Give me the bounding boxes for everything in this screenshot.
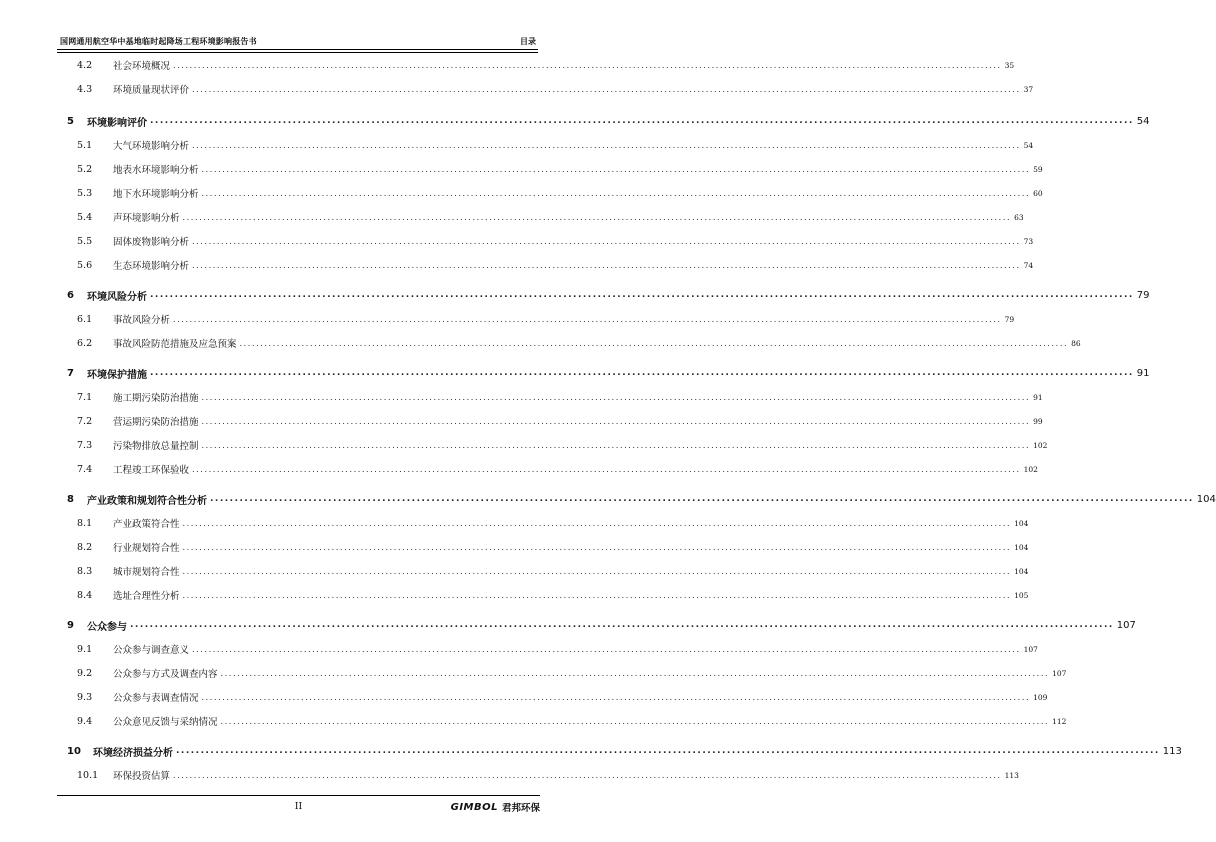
- logo-text-zh: 君邦环保: [501, 803, 540, 814]
- toc-page-number: 107: [1116, 619, 1136, 631]
- toc-page-number: 37: [1023, 84, 1034, 94]
- toc-dot-leader: ........................................................................................................................................................................................................: [192, 140, 1021, 150]
- toc-dot-leader: ........................................................................................................................................................................................................: [182, 566, 1012, 576]
- toc-entry-title[interactable]: 公众参与表调查情况: [113, 693, 199, 704]
- toc-entry-number: 9.3: [77, 691, 93, 703]
- toc-section-row[interactable]: [57, 336, 1081, 350]
- toc-page-number: 74: [1023, 260, 1034, 270]
- company-logo: [451, 800, 540, 814]
- toc-entry-title[interactable]: 公众参与: [87, 621, 127, 633]
- toc-dot-leader: ........................................................................................................................................................................................................: [192, 464, 1021, 474]
- toc-entry-number: 5.2: [77, 163, 93, 175]
- toc-dot-leader: ........................................................................................................................................................................................................: [220, 716, 1050, 726]
- toc-page-number: 35: [1004, 60, 1015, 70]
- toc-section-row[interactable]: [57, 462, 1038, 476]
- section-label: 目录: [520, 37, 536, 46]
- toc-dot-leader: ........................................................................................................................................................................................................: [220, 668, 1050, 678]
- toc-entry-title[interactable]: 大气环境影响分析: [113, 141, 190, 152]
- toc-dot-leader: ........................................................................................................................................................................................................: [239, 338, 1069, 348]
- toc-entry-number: 4.2: [77, 59, 93, 71]
- toc-entry-title[interactable]: 地表水环境影响分析: [113, 165, 199, 176]
- toc-entry-number: 4.3: [77, 83, 93, 95]
- toc-entry-number: 6.1: [77, 313, 93, 325]
- toc-entry-title[interactable]: 环境风险分析: [87, 291, 147, 303]
- toc-dot-leader: ........................................................................................................................................................................................................: [192, 260, 1021, 270]
- toc-entry-title[interactable]: 产业政策符合性: [113, 519, 180, 530]
- toc-section-row[interactable]: [57, 714, 1067, 728]
- toc-entry-title[interactable]: 选址合理性分析: [113, 591, 180, 602]
- toc-dot-leader: ........................................................................................................................................................................................................: [150, 116, 1134, 126]
- toc-entry-title[interactable]: 环境影响评价: [87, 117, 147, 129]
- toc-entry-title[interactable]: 环境质量现状评价: [113, 85, 190, 96]
- toc-dot-leader: ........................................................................................................................................................................................................: [173, 60, 1002, 70]
- toc-page-number: 104: [1014, 518, 1029, 528]
- toc-entry-number: 9.2: [77, 667, 93, 679]
- toc-entry-title[interactable]: 公众参与方式及调查内容: [113, 669, 218, 680]
- toc-entry-number: 10.1: [77, 769, 99, 781]
- toc-entry-number: 5.3: [77, 187, 93, 199]
- toc-dot-leader: ........................................................................................................................................................................................................: [192, 236, 1021, 246]
- toc-dot-leader: ........................................................................................................................................................................................................: [182, 590, 1012, 600]
- toc-entry-number: 6: [67, 289, 74, 301]
- toc-entry-title[interactable]: 行业规划符合性: [113, 543, 180, 554]
- toc-entry-number: 8.3: [77, 565, 93, 577]
- toc-entry-number: 8.1: [77, 517, 93, 529]
- toc-page-number: 91: [1033, 392, 1043, 402]
- toc-page-number: 79: [1004, 314, 1015, 324]
- toc-dot-leader: ........................................................................................................................................................................................................: [192, 84, 1021, 94]
- toc-section-row[interactable]: [57, 82, 1034, 96]
- toc-page-number: 54: [1136, 115, 1150, 127]
- toc-dot-leader: ........................................................................................................................................................................................................: [150, 368, 1134, 378]
- toc-section-row[interactable]: [57, 138, 1034, 152]
- toc-page-number: 91: [1136, 367, 1150, 379]
- toc-section-row[interactable]: [57, 588, 1029, 602]
- toc-section-row[interactable]: [57, 666, 1067, 680]
- toc-section-row[interactable]: [57, 516, 1029, 530]
- toc-entry-number: 6.2: [77, 337, 93, 349]
- toc-entry-title[interactable]: 社会环境概况: [113, 61, 171, 72]
- toc-page-number: 63: [1014, 212, 1024, 222]
- toc-dot-leader: ........................................................................................................................................................................................................: [176, 746, 1160, 756]
- toc-section-row[interactable]: [57, 162, 1043, 176]
- toc-page-number: 107: [1052, 668, 1067, 678]
- toc-entry-number: 7.1: [77, 391, 93, 403]
- toc-entry-number: 5.4: [77, 211, 93, 223]
- toc-page-number: 102: [1023, 464, 1038, 474]
- toc-entry-number: 10: [67, 745, 81, 757]
- toc-entry-number: 8.4: [77, 589, 93, 601]
- toc-section-row[interactable]: [57, 58, 1015, 72]
- toc-entry-title[interactable]: 营运期污染防治措施: [113, 417, 199, 428]
- toc-chapter-row[interactable]: [57, 366, 1150, 381]
- toc-page-number: 109: [1033, 692, 1048, 702]
- toc-entry-number: 8.2: [77, 541, 93, 553]
- toc-page-number: 86: [1071, 338, 1081, 348]
- toc-page-number: 60: [1033, 188, 1043, 198]
- toc-entry-number: 9.1: [77, 643, 93, 655]
- toc-dot-leader: ........................................................................................................................................................................................................: [201, 164, 1031, 174]
- toc-section-row[interactable]: [57, 390, 1043, 404]
- toc-entry-number: 5: [67, 115, 74, 127]
- toc-page-number: 104: [1014, 566, 1029, 576]
- toc-chapter-row[interactable]: [57, 288, 1150, 303]
- toc-dot-leader: ........................................................................................................................................................................................................: [201, 416, 1031, 426]
- toc-entry-title[interactable]: 工程竣工环保验收: [113, 465, 190, 476]
- toc-page-number: 102: [1033, 440, 1048, 450]
- toc-entry-number: 7.3: [77, 439, 93, 451]
- toc-chapter-row[interactable]: [57, 114, 1150, 129]
- toc-dot-leader: ........................................................................................................................................................................................................: [201, 440, 1031, 450]
- toc-entry-title[interactable]: 环保投资估算: [113, 771, 171, 782]
- footer-rule: [57, 795, 540, 796]
- toc-page-number: 59: [1033, 164, 1043, 174]
- toc-section-row[interactable]: [57, 564, 1029, 578]
- toc-section-row[interactable]: [57, 210, 1024, 224]
- toc-entry-title[interactable]: 固体废物影响分析: [113, 237, 190, 248]
- toc-entry-number: 9.4: [77, 715, 93, 727]
- toc-dot-leader: ........................................................................................................................................................................................................: [201, 692, 1031, 702]
- toc-entry-number: 7: [67, 367, 74, 379]
- toc-section-row[interactable]: [57, 414, 1043, 428]
- toc-entry-number: 5.6: [77, 259, 93, 271]
- toc-section-row[interactable]: [57, 438, 1048, 452]
- toc-section-row[interactable]: [57, 768, 1019, 782]
- toc-page-number: 104: [1196, 493, 1216, 505]
- logo-text-en: GIMBOL: [450, 801, 498, 813]
- toc-dot-leader: ........................................................................................................................................................................................................: [182, 518, 1012, 528]
- toc-chapter-row[interactable]: [57, 744, 1182, 759]
- page-number: II: [294, 801, 303, 812]
- toc-entry-title[interactable]: 地下水环境影响分析: [113, 189, 199, 200]
- toc-page-number: 107: [1023, 644, 1038, 654]
- toc-page-number: 105: [1014, 590, 1029, 600]
- toc-section-row[interactable]: [57, 540, 1029, 554]
- toc-dot-leader: ........................................................................................................................................................................................................: [192, 644, 1021, 654]
- toc-page-number: 104: [1014, 542, 1029, 552]
- toc-entry-number: 7.2: [77, 415, 93, 427]
- toc-entry-title[interactable]: 公众意见反馈与采纳情况: [113, 717, 218, 728]
- toc-dot-leader: ........................................................................................................................................................................................................: [173, 770, 1002, 780]
- toc-page-number: 113: [1162, 745, 1182, 757]
- toc-section-row[interactable]: [57, 312, 1015, 326]
- toc-dot-leader: ........................................................................................................................................................................................................: [130, 620, 1114, 630]
- toc-page-number: 113: [1004, 770, 1019, 780]
- page-header: [57, 36, 538, 49]
- toc-dot-leader: ........................................................................................................................................................................................................: [201, 392, 1031, 402]
- toc-section-row[interactable]: [57, 258, 1034, 272]
- toc-section-row[interactable]: [57, 642, 1038, 656]
- header-rule-thick: [57, 49, 538, 50]
- page-footer: [57, 795, 540, 815]
- report-title: 国网通用航空华中基地临时起降场工程环境影响报告书: [60, 37, 257, 46]
- toc-entry-number: 5.5: [77, 235, 93, 247]
- toc-entry-number: 9: [67, 619, 74, 631]
- toc-page-number: 54: [1023, 140, 1034, 150]
- toc-dot-leader: ........................................................................................................................................................................................................: [182, 212, 1012, 222]
- toc-entry-title[interactable]: 公众参与调查意义: [113, 645, 190, 656]
- toc-entry-number: 7.4: [77, 463, 93, 475]
- toc-entry-number: 5.1: [77, 139, 93, 151]
- toc-entry-title[interactable]: 事故风险分析: [113, 315, 171, 326]
- toc-entry-title[interactable]: 事故风险防范措施及应急预案: [113, 339, 237, 350]
- toc-dot-leader: ........................................................................................................................................................................................................: [173, 314, 1002, 324]
- toc-entry-title[interactable]: 产业政策和规划符合性分析: [87, 495, 207, 507]
- toc-chapter-row[interactable]: [57, 618, 1136, 633]
- toc-entry-title[interactable]: 生态环境影响分析: [113, 261, 190, 272]
- toc-entry-title[interactable]: 环境保护措施: [87, 369, 147, 381]
- toc-page-number: 112: [1052, 716, 1067, 726]
- toc-section-row[interactable]: [57, 234, 1034, 248]
- toc-dot-leader: ........................................................................................................................................................................................................: [150, 290, 1134, 300]
- toc-entry-title[interactable]: 城市规划符合性: [113, 567, 180, 578]
- toc-entry-title[interactable]: 施工期污染防治措施: [113, 393, 199, 404]
- toc-page-number: 99: [1033, 416, 1043, 426]
- toc-dot-leader: ........................................................................................................................................................................................................: [210, 494, 1194, 504]
- header-rule-thin: [57, 52, 538, 53]
- toc-page-number: 79: [1136, 289, 1150, 301]
- toc-entry-title[interactable]: 声环境影响分析: [113, 213, 180, 224]
- toc-section-row[interactable]: [57, 690, 1048, 704]
- toc-page-number: 73: [1023, 236, 1034, 246]
- toc-chapter-row[interactable]: [57, 492, 1216, 507]
- toc-entry-title[interactable]: 污染物排放总量控制: [113, 441, 199, 452]
- toc-dot-leader: ........................................................................................................................................................................................................: [182, 542, 1012, 552]
- toc-entry-number: 8: [67, 493, 74, 505]
- toc-section-row[interactable]: [57, 186, 1043, 200]
- toc-entry-title[interactable]: 环境经济损益分析: [93, 747, 173, 759]
- toc-dot-leader: ........................................................................................................................................................................................................: [201, 188, 1031, 198]
